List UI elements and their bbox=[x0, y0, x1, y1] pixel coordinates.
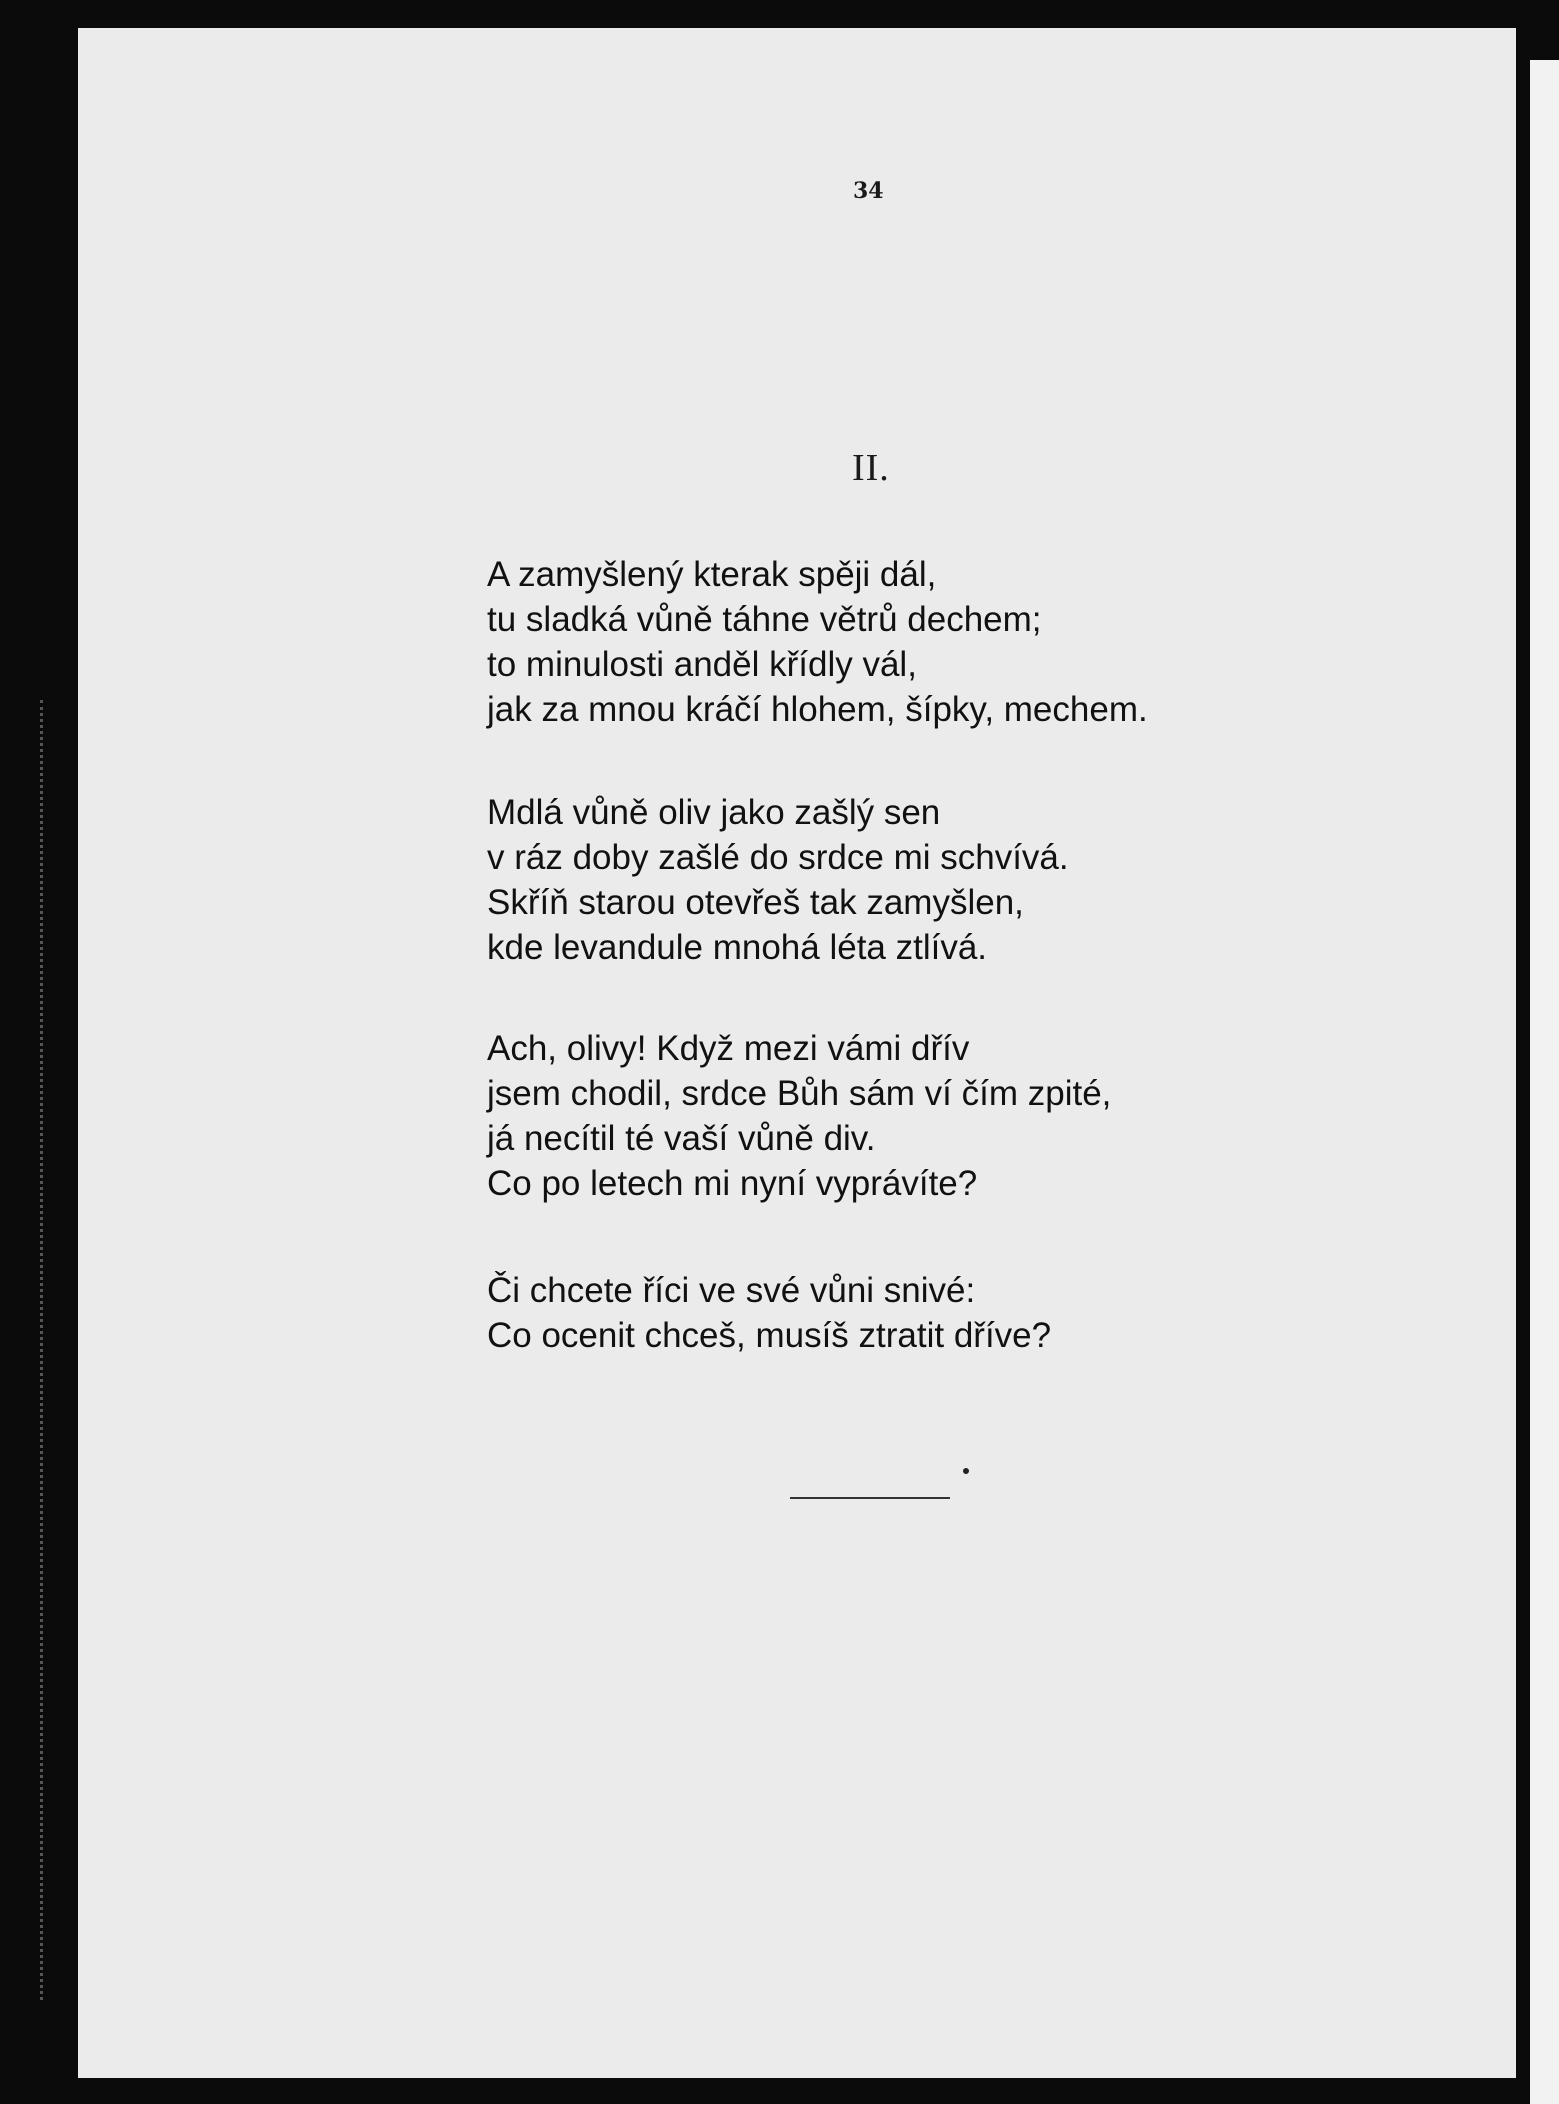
page-number: 34 bbox=[853, 178, 884, 204]
stanza bbox=[487, 1026, 1111, 1206]
stanza bbox=[487, 1268, 1051, 1358]
verse-line: já necítil té vaší vůně div. bbox=[487, 1119, 876, 1158]
verse-line: tu sladká vůně táhne větrů dechem; bbox=[487, 600, 1042, 639]
verse-line: Či chcete říci ve své vůni snivé: bbox=[487, 1271, 976, 1310]
next-page-edge bbox=[1530, 60, 1559, 2104]
ornament-dot bbox=[963, 1468, 969, 1474]
verse-line: Ach, olivy! Když mezi vámi dřív bbox=[487, 1029, 970, 1068]
verse-line: jsem chodil, srdce Bůh sám ví čím zpité, bbox=[487, 1074, 1112, 1113]
stanza bbox=[487, 552, 1148, 732]
verse-line: Co ocenit chceš, musíš ztratit dříve? bbox=[487, 1316, 1052, 1355]
verse-line: kde levandule mnohá léta ztlívá. bbox=[487, 928, 988, 967]
end-rule bbox=[790, 1497, 950, 1499]
verse-line: Co po letech mi nyní vyprávíte? bbox=[487, 1164, 978, 1203]
verse-line: to minulosti anděl křídly vál, bbox=[487, 645, 917, 684]
verse-line: Skříň starou otevřeš tak zamyšlen, bbox=[487, 883, 1024, 922]
binding-edge bbox=[40, 700, 55, 2000]
verse-line: Mdlá vůně oliv jako zašlý sen bbox=[487, 793, 941, 832]
stanza bbox=[487, 790, 1069, 970]
section-title: II. bbox=[852, 447, 890, 489]
verse-line: A zamyšlený kterak spěji dál, bbox=[487, 555, 937, 594]
verse-line: jak za mnou kráčí hlohem, šípky, mechem. bbox=[487, 690, 1148, 729]
verse-line: v ráz doby zašlé do srdce mi schvívá. bbox=[487, 838, 1069, 877]
